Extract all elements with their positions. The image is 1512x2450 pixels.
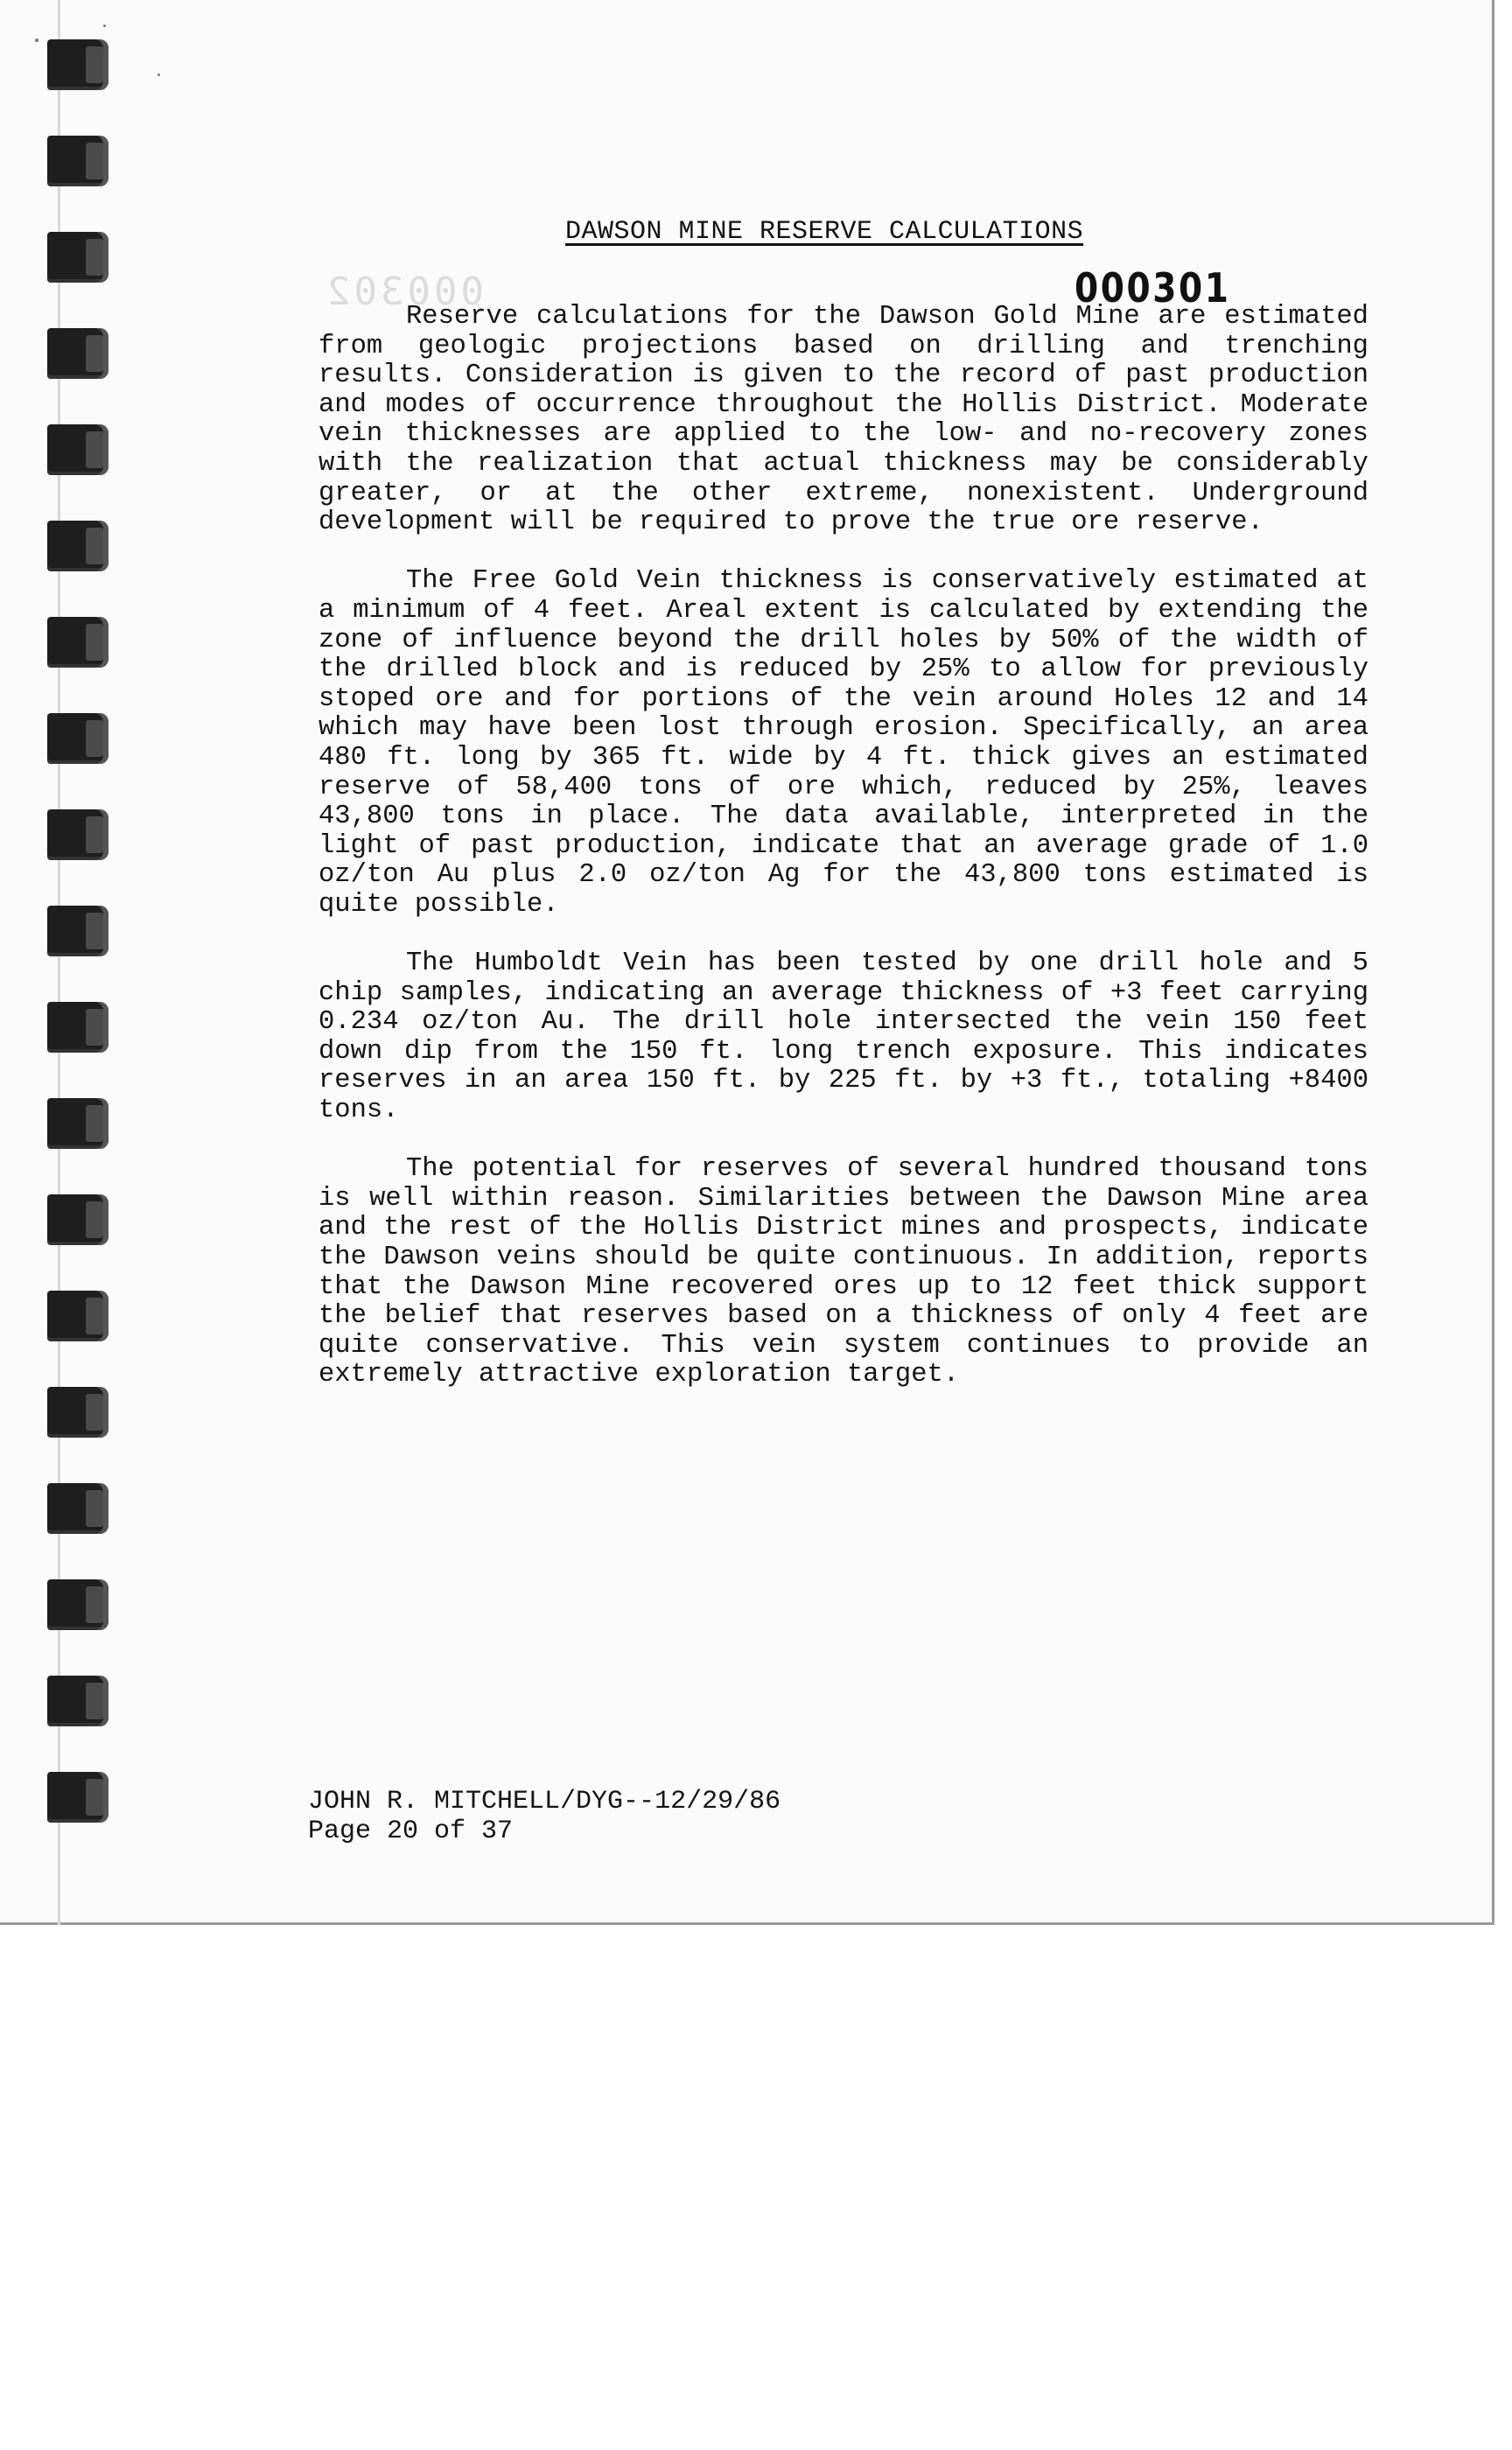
binding-hole [47,1579,108,1630]
binding-hole [47,39,108,90]
binding-hole [47,617,108,668]
binding-hole [47,521,108,571]
binding-hole [47,1772,108,1823]
document-body [318,303,1368,1420]
binding-hole [47,1098,108,1149]
document-number-stamp: 000301 [1074,264,1231,312]
binding-hole [47,1291,108,1341]
binding-hole [47,232,108,283]
binding-hole [47,1483,108,1534]
scan-speck [35,38,38,42]
binding-hole [47,136,108,186]
scan-speck [103,24,106,27]
binding-hole [47,809,108,860]
binding-hole [47,424,108,475]
binding-hole [47,713,108,764]
bleed-through-stamp: 000302 [324,270,484,314]
binding-hole [47,328,108,379]
page-number: Page 20 of 37 [308,1816,514,1846]
binding-hole [47,1387,108,1438]
document-title: DAWSON MINE RESERVE CALCULATIONS [565,217,1084,247]
paragraph-free-gold-vein: The Free Gold Vein thickness is conservatively estimated at a minimum of 4 feet. Areal extent is calculated by extending the zone of influence beyond the drill holes by 50% of the width of the drilled block and is reduced by 25% to allow for previously stoped ore and for portions of the vein around Holes 12 and 14 which may have been lost through erosion. Specifically, an area 480 ft. long by 365 ft. wide by 4 ft. thick gives an estimated reserve of 58,400 tons of ore which, reduced by 25%, leaves 43,800 tons in place. The data available, interpreted in the light of past production, indicate that an average grade of 1.0 oz/ton Au plus 2.0 oz/ton Ag for the 43,800 tons estimated is quite possible. [318,566,1368,920]
paragraph-reserve-calculations: Reserve calculations for the Dawson Gold Mine are estimated from geologic projections based on drilling and trenching results. Consideration is given to the record of past production and modes of occurrence throughout the Hollis District. Moderate vein thicknesses are applied to the low- and no-recovery zones with the realization that actual thickness may be considerably greater, or at the other extreme, nonexistent. Underground development will be required to prove the true ore reserve. [318,302,1368,538]
binding-hole [47,1676,108,1726]
binding-hole [47,906,108,956]
spiral-binding [47,39,117,1877]
binding-hole [47,1194,108,1245]
scan-speck [158,74,160,76]
binding-hole [47,1002,108,1053]
paragraph-potential-reserves: The potential for reserves of several hundred thousand tons is well within reason. Similarities between the Dawson Mine area and the rest of the Hollis District mines and prospects, indicate the Dawson veins should be quite continuous. In addition, reports that the Dawson Mine recovered ores up to 12 feet thick support the belief that reserves based on a thickness of only 4 feet are quite conservative. This vein system continues to provide an extremely attractive exploration target. [318,1154,1368,1390]
author-line: JOHN R. MITCHELL/DYG--12/29/86 [308,1787,781,1816]
document-footer [308,1787,780,1846]
paragraph-humboldt-vein: The Humboldt Vein has been tested by one drill hole and 5 chip samples, indicating an average thickness of +3 feet carrying 0.234 oz/ton Au. The drill hole intersected the vein 150 feet down dip from the 150 ft. long trench exposure. This indicates reserves in an area 150 ft. by 225 ft. by +3 ft., totaling +8400 tons. [318,948,1368,1126]
